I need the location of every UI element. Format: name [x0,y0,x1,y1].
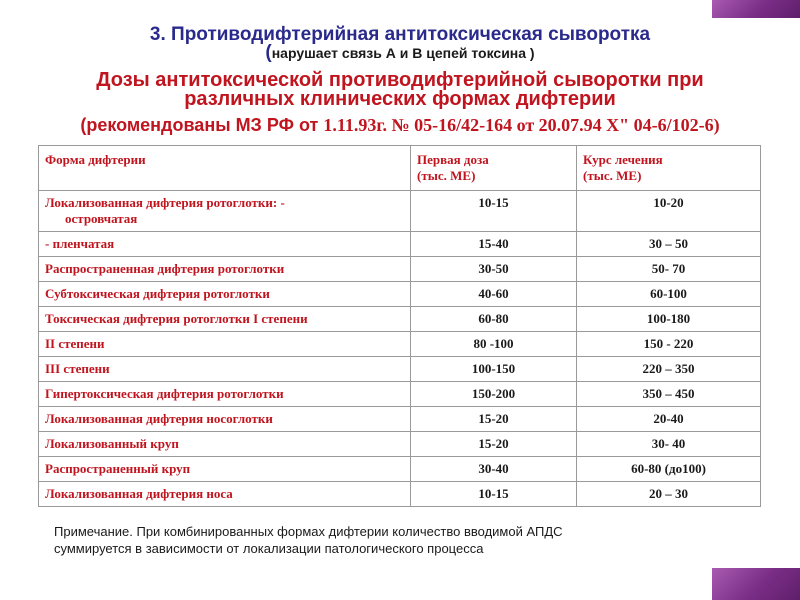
cell-course: 100-180 [577,307,761,332]
cell-first-dose: 60-80 [411,307,577,332]
table-row [39,382,761,407]
header-course [577,146,761,191]
table-row [39,432,761,457]
header-form-label: Форма дифтерии [45,152,146,167]
cell-course: 220 – 350 [577,357,761,382]
table-header-row [39,146,761,191]
cell-first-dose: 30-50 [411,257,577,282]
table-row [39,482,761,507]
heading-line-2: различных клинических формах дифтерии [184,88,616,110]
cell-first-dose: 10-15 [411,482,577,507]
cell-form: II степени [39,332,411,357]
table-row [39,457,761,482]
dose-table [38,145,761,507]
cell-first-dose: 40-60 [411,282,577,307]
cell-course: 150 - 220 [577,332,761,357]
header-first-dose-line-1: Первая доза [417,152,489,167]
cell-course: 60-80 (до100) [577,457,761,482]
cell-course: 10-20 [577,191,761,232]
ministry-reference [0,114,800,136]
cell-first-dose: 30-40 [411,457,577,482]
corner-decoration-bottom [712,568,800,600]
heading-line-1: Дозы антитоксической противодифтерийной сыворотки при [96,69,704,91]
cell-form: III степени [39,357,411,382]
cell-course: 30 – 50 [577,232,761,257]
cell-first-dose: 80 -100 [411,332,577,357]
table-heading [0,71,800,109]
cell-first-dose: 15-20 [411,432,577,457]
cell-course: 350 – 450 [577,382,761,407]
cell-form: Гипертоксическая дифтерия ротоглотки [39,382,411,407]
cell-form: Локализованная дифтерия носоглотки [39,407,411,432]
cell-form: - пленчатая [39,232,411,257]
cell-form [39,191,411,232]
cell-course: 60-100 [577,282,761,307]
table-row [39,307,761,332]
cell-first-dose: 10-15 [411,191,577,232]
cell-course: 20-40 [577,407,761,432]
slide-subtitle [0,42,800,63]
header-first-dose-line-2: (тыс. МЕ) [417,168,476,183]
reference-open: (рекомендованы [80,115,236,135]
footnote-line-2: суммируется в зависимости от локализации патологического процесса [54,541,484,556]
table-row [39,282,761,307]
table-row [39,257,761,282]
cell-form-line-1: Локализованная дифтерия ротоглотки: - [45,195,285,210]
cell-form: Локализованный круп [39,432,411,457]
cell-first-dose: 100-150 [411,357,577,382]
cell-form: Локализованная дифтерия носа [39,482,411,507]
header-form [39,146,411,191]
table-row [39,232,761,257]
corner-decoration-top [712,0,800,18]
footnote-line-1: Примечание. При комбинированных формах дифтерии количество вводимой АПДС [54,524,563,539]
subtitle-open-paren: ( [265,42,272,63]
reference-rest: 1.11.93г. № 05-16/42-164 от 20.07.94 Х" 04-6/102-6) [323,115,720,135]
cell-first-dose: 15-20 [411,407,577,432]
header-course-line-2: (тыс. МЕ) [583,168,642,183]
header-course-line-1: Курс лечения [583,152,663,167]
cell-course: 50- 70 [577,257,761,282]
cell-form: Токсическая дифтерия ротоглотки I степени [39,307,411,332]
cell-first-dose: 150-200 [411,382,577,407]
reference-ministry: МЗ РФ от [235,115,324,135]
subtitle-close-paren: ) [526,45,535,61]
subtitle-text: нарушает связь А и В цепей токсина [271,45,527,61]
cell-form-line-2: островчатая [65,211,138,226]
cell-form: Субтоксическая дифтерия ротоглотки [39,282,411,307]
table-row [39,191,761,232]
table-row [39,407,761,432]
table-row [39,357,761,382]
cell-course: 20 – 30 [577,482,761,507]
slide-title: 3. Противодифтерийная антитоксическая сыворотка [149,24,651,45]
cell-course: 30- 40 [577,432,761,457]
footnote [54,523,754,557]
cell-form: Распространенная дифтерия ротоглотки [39,257,411,282]
cell-form: Распространенный круп [39,457,411,482]
cell-first-dose: 15-40 [411,232,577,257]
table-row [39,332,761,357]
header-first-dose [411,146,577,191]
